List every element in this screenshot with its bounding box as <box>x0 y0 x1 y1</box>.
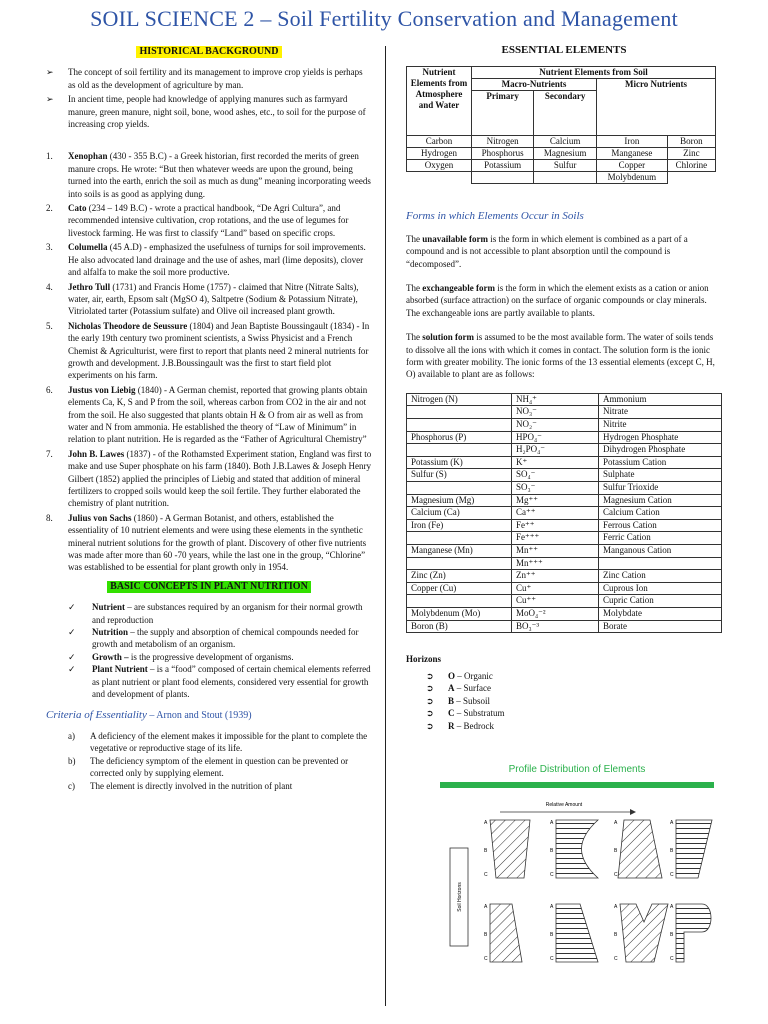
table-row: Hydrogen Phosphorus Magnesium Manganese Zinc <box>407 148 716 160</box>
table-cell: Fe⁺⁺⁺ <box>512 532 599 545</box>
table-row: Molybdenum <box>407 172 716 184</box>
horizon-letter: B <box>550 848 554 854</box>
horizon-item: ➲ O – Organic <box>426 670 493 681</box>
table-row <box>407 419 722 432</box>
page-title: SOIL SCIENCE 2 – Soil Fertility Conservation and Management <box>90 6 678 31</box>
table-row <box>407 406 722 419</box>
horizon-letter: C <box>484 872 488 878</box>
table-cell: Borate <box>599 620 722 633</box>
table-row <box>407 456 722 469</box>
table-cell: BO₃⁻³ <box>512 620 599 633</box>
criteria-item: a) A deficiency of the element makes it impossible for the plant to complete the vegetative or reproductive stage of its life. <box>68 730 368 754</box>
table-cell: K⁺ <box>512 456 599 469</box>
table-cell <box>407 406 512 419</box>
table-cell: Sulfur (S) <box>407 469 512 482</box>
table-row <box>407 557 722 570</box>
basic-concepts-heading: BASIC CONCEPTS IN PLANT NUTRITION <box>107 581 311 593</box>
history-item: 4. Jethro Tull (1731) and Francis Home (1757) - claimed that Nitre (Nitrate Salts), water, air, earth, Epsom salt (MgSO 4), Saltpetre (Sodium & Potassium Nitrate), Vitriolated tarter (Potassium sulfate) and Olive oil increased plant growth. <box>46 281 359 317</box>
check-icon: ✓ <box>68 602 76 613</box>
table-cell: Molybdenum (Mo) <box>407 607 512 620</box>
exchangeable-paragraph: The exchangeable form is the form in which the element exists as a cation or anion absorbed (surface attraction) on the surface of organic compounds or clay minerals. The exchangeable ions are partly available to plants. <box>406 283 709 318</box>
historical-list <box>46 150 372 573</box>
table-row <box>407 607 722 620</box>
table-cell: NO₂⁻ <box>512 419 599 432</box>
concept-item: ✓ Nutrition – the supply and absorption of chemical compounds needed for growth and metabolism of an organism. <box>68 627 359 650</box>
table-cell: Cu⁺⁺ <box>512 595 599 608</box>
col-primary: Primary <box>472 91 534 136</box>
table-cell: Sulfur Trioxide <box>599 482 722 495</box>
table-cell: Copper (Cu) <box>407 582 512 595</box>
circle-arrow-icon: ➲ <box>426 683 434 694</box>
horizon-letter: A <box>614 820 618 826</box>
history-item: 2. Cato (234 – 149 B.C) - wrote a practical handbook, “De Agri Cultura”, and recommended intensive cultivation, crop rotations, and the use of legumes for livestock farming. He was first to classify “Land” based on specific crops. <box>46 203 349 238</box>
table-cell <box>407 557 512 570</box>
criteria-heading: Criteria of Essentiality – Arnon and Stout (1939) <box>46 708 252 721</box>
table-cell: SO₃⁻ <box>512 482 599 495</box>
horizon-item: ➲ C – Substratum <box>426 708 505 719</box>
criteria-list <box>46 730 372 792</box>
profile-shape-2 <box>556 820 598 878</box>
table-cell: Ferrous Cation <box>599 519 722 532</box>
axis-label: Relative Amount <box>545 802 583 808</box>
table-cell: Iron (Fe) <box>407 519 512 532</box>
right-column <box>406 44 722 733</box>
table-cell: Mn⁺⁺⁺ <box>512 557 599 570</box>
check-icon: ✓ <box>68 651 76 662</box>
horizons-heading: Horizons <box>406 654 441 665</box>
horizon-letter: B <box>550 932 554 938</box>
table-row: Oxygen Potassium Sulfur Copper Chlorine <box>407 160 716 172</box>
history-item: 6. Justus von Liebig (1840) - A German chemist, reported that growing plants obtain elements Ca, K, S and P from the soil, whereas carbon from CO2 in the air and not from the soil. He also suggested that plants obtain H & O from air as well as from water and N from ammonia. He established the theory of “Law of Minimum” in relation to plant nutrition. He is regarded as the “Father of Agricultural Chemistry” <box>46 384 368 445</box>
horizon-letter: B <box>670 932 674 938</box>
horizon-letter: A <box>484 904 488 910</box>
history-item: 1. Xenophan (430 - 355 B.C) - a Greek historian, first recorded the merits of green manure crops. He wrote: “But then whatever weeds are upon the ground, being turned into the earth, enrich the soil as much as dung” meaning incorporating weeds into soils is as good as applying dung. <box>46 151 371 199</box>
figure-title: Profile Distribution of Elements <box>508 764 646 775</box>
table-cell <box>407 482 512 495</box>
horizon-letter: A <box>550 904 554 910</box>
table-cell: Mn⁺⁺ <box>512 545 599 558</box>
table-cell <box>407 419 512 432</box>
circle-arrow-icon: ➲ <box>426 708 434 719</box>
horizon-letter: C <box>614 956 618 962</box>
table-row <box>407 532 722 545</box>
table-cell: Nitrite <box>599 419 722 432</box>
table-cell: Manganous Cation <box>599 545 722 558</box>
table-cell: Nitrogen (N) <box>407 393 512 406</box>
horizon-letter: B <box>484 848 488 854</box>
horizon-letter: B <box>670 848 674 854</box>
table-cell <box>599 557 722 570</box>
axis-arrowhead <box>630 809 636 815</box>
table-cell: Mg⁺⁺ <box>512 494 599 507</box>
concept-item: ✓ Growth – is the progressive development of organisms. <box>68 651 294 662</box>
history-item: 8. Julius von Sachs (1860) - A German Botanist, and others, established the essentiality of 10 nutrient elements and were using these elements in the synthetic mineral nutrient solutions for the growth of plant. Discovery of other five nutrients was made after more than 60 -70 years, while the last one in the group, “Chlorine” was established to be essential for plant growth only in 1954. <box>46 512 367 573</box>
column-divider <box>385 46 386 1006</box>
table-row <box>407 507 722 520</box>
horizon-item: ➲ A – Surface <box>426 683 491 694</box>
horizon-letter: B <box>614 848 618 854</box>
table-cell: Zinc (Zn) <box>407 570 512 583</box>
circle-arrow-icon: ➲ <box>426 670 434 681</box>
table-row <box>407 545 722 558</box>
historical-heading: HISTORICAL BACKGROUND <box>136 46 281 58</box>
table-cell: Cu⁺ <box>512 582 599 595</box>
table-cell: Zinc Cation <box>599 570 722 583</box>
table-cell: H₂PO₄⁻ <box>512 444 599 457</box>
table-cell: MoO₄⁻² <box>512 607 599 620</box>
col-macro: Macro-Nutrients <box>472 79 597 91</box>
profile-shape-7 <box>620 904 668 962</box>
historical-bullets <box>46 66 372 130</box>
essential-elements-table <box>406 66 716 184</box>
table-cell: NO₃⁻ <box>512 406 599 419</box>
table-row <box>407 393 722 406</box>
table-cell <box>407 444 512 457</box>
table-row <box>407 595 722 608</box>
ionic-forms-table <box>406 393 722 633</box>
table-cell: Ammonium <box>599 393 722 406</box>
table-cell: Molybdate <box>599 607 722 620</box>
history-item: 5. Nicholas Theodore de Seussure (1804) and Jean Baptiste Boussingault (1834) - In the early 19th century two prominent scientists, a Swiss Physicist and a French Chemist & Agriculturist, were first to report that plants need 2 mineral nutrients for growth and development. J.B.Boussingault was the first to start field plot experiments on his farm. <box>46 320 370 381</box>
profile-shape-6 <box>556 904 598 962</box>
history-item: 7. John B. Lawes (1837) - of the Rothamsted Experiment station, England was first to make and use Super phosphate on his farm (1840). Both J.B.Lawes & Joseph Henry Gilbert (1852) applied the principles of Liebig and stated that addition of mineral fertilizers to cropped soils would keep the soil fertile. They further elaborated the chemistry of plant nutrition. <box>46 448 372 509</box>
table-row: Carbon Nitrogen Calcium Iron Boron <box>407 136 716 148</box>
horizon-letter: A <box>614 904 618 910</box>
table-cell: Potassium Cation <box>599 456 722 469</box>
col-micro: Micro Nutrients <box>596 79 715 136</box>
table-cell: SO₄⁻ <box>512 469 599 482</box>
concept-item: ✓ Plant Nutrient – is a “food” composed of certain chemical elements referred as plant nutrient or plant food elements, considered very essential for growth and development of plants. <box>68 664 371 700</box>
profile-distribution-figure <box>440 796 714 968</box>
left-column <box>46 44 372 792</box>
horizon-item: ➲ B – Subsoil <box>426 695 491 706</box>
table-row <box>407 431 722 444</box>
bullet-item: ➢ The concept of soil fertility and its management to improve crop yields is perhaps as old as the development of agriculture by man. <box>46 67 363 90</box>
table-cell: Nitrate <box>599 406 722 419</box>
forms-heading: Forms in which Elements Occur in Soils <box>406 210 584 223</box>
profile-shape-1 <box>490 820 530 878</box>
table-cell: Ferric Cation <box>599 532 722 545</box>
table-cell: Phosphorus (P) <box>407 431 512 444</box>
check-icon: ✓ <box>68 664 76 675</box>
table-cell: Potassium (K) <box>407 456 512 469</box>
horizon-letter: B <box>484 932 488 938</box>
table-cell: Zn⁺⁺ <box>512 570 599 583</box>
table-cell: Cuprous Ion <box>599 582 722 595</box>
table-cell <box>407 595 512 608</box>
table-cell: Dihydrogen Phosphate <box>599 444 722 457</box>
horizon-letter: A <box>550 820 554 826</box>
history-item: 3. Columella (45 A.D) - emphasized the usefulness of turnips for soil improvements. He also advocated land drainage and the use of ashes, marl (lime deposits), clover and alfalfa to make the soil more productive. <box>46 242 366 278</box>
soil-horizons-label: Soil Horizons <box>457 882 463 912</box>
profile-shape-4 <box>676 820 712 878</box>
solution-paragraph: The solution form is assumed to be the most available form. The water of soils tends to dissolve all the ions with which it comes in contact. The solution form is the ionic form with greater mobility. The ionic forms of the 13 essential elements (except C, H, O) available to plant are as follows: <box>406 332 715 380</box>
table-cell: NH₄⁺ <box>512 393 599 406</box>
table-cell: Hydrogen Phosphate <box>599 431 722 444</box>
circle-arrow-icon: ➲ <box>426 720 434 731</box>
check-icon: ✓ <box>68 627 76 638</box>
arrow-bullet-icon: ➢ <box>46 94 54 105</box>
horizon-letter: C <box>670 872 674 878</box>
essential-heading: ESSENTIAL ELEMENTS <box>501 44 627 56</box>
table-row <box>407 620 722 633</box>
table-cell: Calcium Cation <box>599 507 722 520</box>
horizon-letter: C <box>550 956 554 962</box>
table-cell: Boron (B) <box>407 620 512 633</box>
unavailable-paragraph: The unavailable form is the form in which element is combined as a part of a compound and is not accessible to plant absorption until the compound is “decomposed”. <box>406 233 688 269</box>
criteria-item: c) The element is directly involved in the nutrition of plant <box>68 780 293 791</box>
figure-title-bar <box>440 782 714 788</box>
table-cell: Ca⁺⁺ <box>512 507 599 520</box>
table-cell <box>407 532 512 545</box>
table-cell: HPO₄⁻ <box>512 431 599 444</box>
basic-concepts-list <box>46 601 372 700</box>
table-row <box>407 582 722 595</box>
table-row <box>407 519 722 532</box>
criteria-item: b) The deficiency symptom of the element in question can be prevented or corrected only by supplying element. <box>68 755 349 779</box>
horizon-letter: C <box>670 956 674 962</box>
table-row <box>407 570 722 583</box>
table-cell: Magnesium Cation <box>599 494 722 507</box>
table-row <box>407 494 722 507</box>
profile-shape-8 <box>676 904 711 962</box>
table-cell: Cupric Cation <box>599 595 722 608</box>
col-soil: Nutrient Elements from Soil <box>472 67 716 79</box>
horizon-item: ➲ R – Bedrock <box>426 720 494 731</box>
col-secondary: Secondary <box>534 91 597 136</box>
table-cell: Fe⁺⁺ <box>512 519 599 532</box>
horizon-letter: A <box>670 820 674 826</box>
circle-arrow-icon: ➲ <box>426 695 434 706</box>
table-row <box>407 482 722 495</box>
bullet-item: ➢ In ancient time, people had knowledge of applying manures such as farmyard manure, green manure, night soil, bone, wood ashes, etc., to soil for the purpose of increasing crop yields. <box>46 94 366 130</box>
horizon-letter: C <box>484 956 488 962</box>
table-row <box>407 469 722 482</box>
profile-shape-5 <box>490 904 522 962</box>
col-atmos: Nutrient Elements from Atmosphere and Water <box>407 67 472 136</box>
horizon-letter: A <box>484 820 488 826</box>
table-row <box>407 444 722 457</box>
horizon-letter: A <box>670 904 674 910</box>
horizon-letter: C <box>614 872 618 878</box>
profile-shape-3 <box>618 820 662 878</box>
table-cell: Sulphate <box>599 469 722 482</box>
horizon-letter: B <box>614 932 618 938</box>
horizons-list <box>426 670 722 733</box>
table-cell: Calcium (Ca) <box>407 507 512 520</box>
horizon-letter: C <box>550 872 554 878</box>
arrow-bullet-icon: ➢ <box>46 67 54 78</box>
concept-item: ✓ Nutrient – are substances required by an organism for their normal growth and reproduction <box>68 602 363 625</box>
table-cell: Magnesium (Mg) <box>407 494 512 507</box>
table-cell: Manganese (Mn) <box>407 545 512 558</box>
